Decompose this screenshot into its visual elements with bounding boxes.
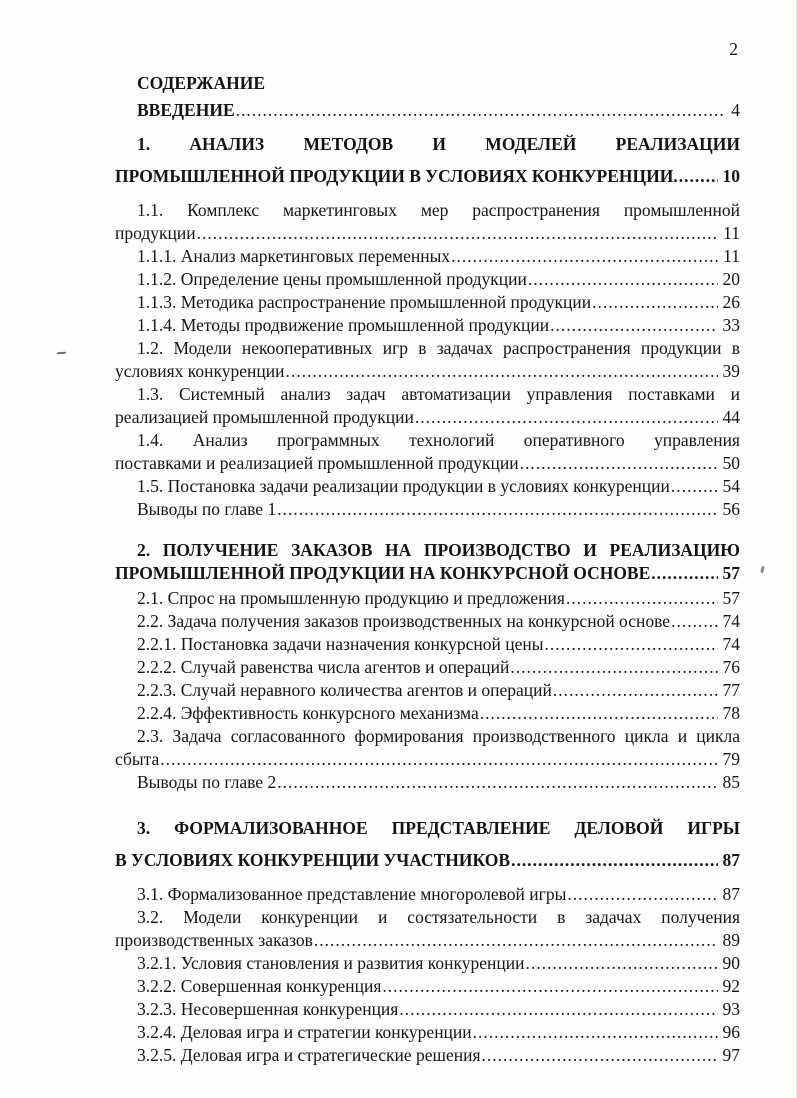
toc-entry (115, 998, 740, 1021)
toc-entry (115, 975, 740, 998)
toc-entry-title: Выводы по главе 2 (137, 772, 277, 792)
toc-entry-page: 96 (718, 1021, 741, 1044)
toc-entry-page: 57 (718, 562, 741, 585)
toc-entry (115, 1021, 740, 1044)
toc-entry-page: 20 (718, 268, 741, 291)
toc-entry-page: 33 (718, 314, 741, 337)
toc-entry-title: 3.1. Формализованное представление многоролевой игры (137, 884, 567, 904)
toc-entry-title: Выводы по главе 1 (137, 499, 277, 519)
toc-entry (115, 952, 740, 975)
toc-entry-page: 11 (718, 222, 740, 245)
toc-entry-title: 2.1. Спрос на промышленную продукцию и предложения (137, 588, 565, 608)
toc-entry (115, 587, 740, 610)
toc-entry (115, 771, 740, 794)
toc-entry (115, 314, 740, 337)
toc-entry-title: 3.2. Модели конкуренции и состязательности в задачах получения производственных заказов (115, 907, 740, 950)
toc-entry-page: 77 (718, 679, 741, 702)
toc-entry-page: 89 (718, 929, 741, 952)
toc-entry-title: 1.1.1. Анализ маркетинговых переменных (137, 246, 451, 266)
toc-entry-title: 1.1.4. Методы продвижение промышленной продукции (137, 315, 550, 335)
scan-artifact-dash (57, 352, 66, 355)
toc-entry-page: 4 (726, 99, 740, 122)
toc-entry-page: 97 (718, 1044, 741, 1067)
toc-entry-title: ВВЕДЕНИЕ (137, 100, 235, 120)
toc-entry-page: 50 (718, 452, 741, 475)
toc-entry (115, 99, 740, 122)
toc-entry-list (115, 99, 740, 1067)
toc-entry (115, 1044, 740, 1067)
toc-entry-title: 3.2.2. Совершенная конкуренция (137, 976, 382, 996)
scan-artifact-tick (760, 566, 764, 573)
toc-entry (115, 906, 740, 952)
toc-entry-page: 79 (718, 748, 741, 771)
toc-entry-title: 2.2.3. Случай неравного количества агентов и операций (137, 680, 552, 700)
toc-entry-page: 92 (718, 975, 741, 998)
toc-entry (115, 268, 740, 291)
toc-entry (115, 429, 740, 475)
toc-entry-page: 54 (718, 475, 741, 498)
toc-entry (115, 539, 740, 585)
toc-entry-page: 85 (718, 771, 741, 794)
toc-entry (115, 475, 740, 498)
toc-entry-page: 10 (718, 160, 741, 192)
toc-entry-title: 1.1.3. Методика распространение промышленной продукции (137, 292, 592, 312)
toc-entry-title: 1. АНАЛИЗ МЕТОДОВ И МОДЕЛЕЙ РЕАЛИЗАЦИИ ПРОМЫШЛЕННОЙ ПРОДУКЦИИ В УСЛОВИЯХ КОНКУРЕНЦИИ. (115, 134, 740, 186)
toc-entry (115, 883, 740, 906)
toc-entry (115, 245, 740, 268)
toc-entry-page: 26 (718, 291, 741, 314)
toc-entry-page: 57 (718, 587, 741, 610)
toc-entry-title: 3. ФОРМАЛИЗОВАННОЕ ПРЕДСТАВЛЕНИЕ ДЕЛОВОЙ ИГРЫ В УСЛОВИЯХ КОНКУРЕНЦИИ УЧАСТНИКОВ (115, 818, 740, 870)
toc-entry (115, 383, 740, 429)
toc-entry-title: 1.1.2. Определение цены промышленной продукции (137, 269, 527, 289)
toc-entry-title: 3.2.5. Деловая игра и стратегические решения (137, 1045, 481, 1065)
toc-entry-page: 76 (718, 656, 741, 679)
toc-entry-page: 44 (718, 406, 741, 429)
toc-entry-title: 2.2. Задача получения заказов производственных на конкурсной основе (137, 611, 671, 631)
toc-entry (115, 291, 740, 314)
toc-entry-title: 2.2.2. Случай равенства числа агентов и операций (137, 657, 510, 677)
toc-entry-title: 3.2.4. Деловая игра и стратегии конкуренции (137, 1022, 472, 1042)
toc-entry (115, 725, 740, 771)
toc-entry-title: 1.3. Системный анализ задач автоматизации управления поставками и реализацией промышленной продукции (115, 384, 740, 427)
toc-entry-title: 1.5. Постановка задачи реализации продукции в условиях конкуренции (137, 476, 670, 496)
toc-entry-title: 2.2.1. Постановка задачи назначения конкурсной цены (137, 634, 544, 654)
toc-entry-page: 74 (718, 633, 741, 656)
toc-entry-page: 56 (718, 498, 741, 521)
toc-entry-page: 87 (718, 844, 741, 876)
toc-entry-title: 2.3. Задача согласованного формирования производственного цикла и цикла сбыта (115, 726, 740, 769)
toc-entry-page: 78 (718, 702, 741, 725)
toc-entry-page: 39 (718, 360, 741, 383)
toc-entry (115, 656, 740, 679)
toc-entry (115, 610, 740, 633)
toc-entry-title: 3.2.3. Несовершенная конкуренция (137, 999, 399, 1019)
toc-entry (115, 812, 740, 876)
toc-entry (115, 337, 740, 383)
toc-entry-page: 11 (718, 245, 740, 268)
toc-entry-page: 90 (718, 952, 741, 975)
toc-entry (115, 498, 740, 521)
toc-entry-title: 1.4. Анализ программных технологий оперативного управления поставками и реализацией промышленной продукции (115, 430, 740, 473)
toc-entry-title: 1.2. Модели некооперативных игр в задачах распространения продукции в условиях конкуренции (115, 338, 740, 381)
toc-entry-title: 3.2.1. Условия становления и развития конкуренции (137, 953, 525, 973)
toc-entry (115, 128, 740, 192)
toc-entry-title: 1.1. Комплекс маркетинговых мер распространения промышленной продукции (115, 200, 740, 243)
toc-entry (115, 633, 740, 656)
toc-entry-page: 93 (718, 998, 741, 1021)
toc-entry (115, 702, 740, 725)
table-of-contents (115, 72, 740, 1067)
page-number: 2 (729, 39, 738, 59)
toc-entry-title: 2.2.4. Эффективность конкурсного механизма (137, 703, 479, 723)
toc-entry-page: 87 (718, 883, 741, 906)
toc-entry-title: 2. ПОЛУЧЕНИЕ ЗАКАЗОВ НА ПРОИЗВОДСТВО И РЕАЛИЗАЦИЮ ПРОМЫШЛЕННОЙ ПРОДУКЦИИ НА КОНКУРСНОЙ ОСНОВЕ (115, 540, 740, 583)
toc-entry (115, 199, 740, 245)
toc-entry (115, 679, 740, 702)
toc-entry-page: 74 (718, 610, 741, 633)
toc-heading: СОДЕРЖАНИЕ (137, 73, 266, 93)
